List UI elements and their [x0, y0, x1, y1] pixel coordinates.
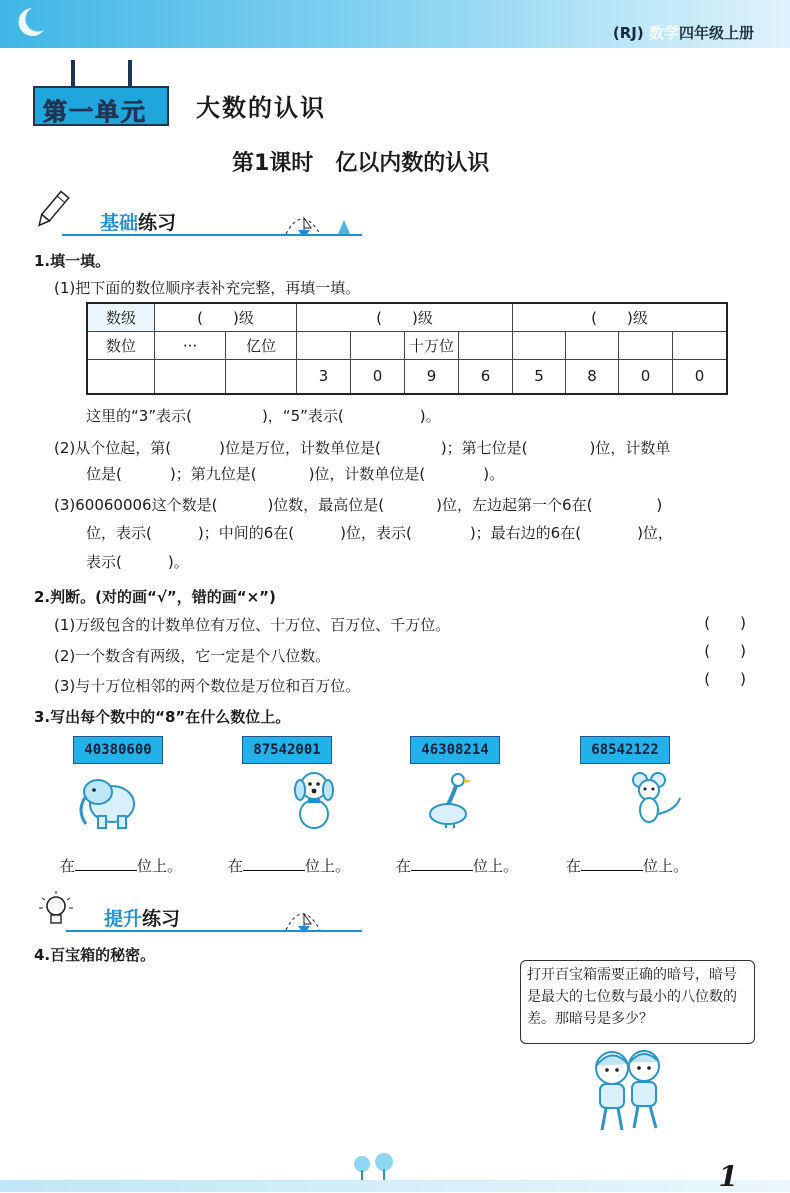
children-icon	[572, 1040, 682, 1138]
table-digit: 8	[566, 360, 619, 394]
advanced-practice-heading	[104, 904, 180, 931]
table-cell-blank	[226, 360, 297, 394]
text-segment: )位，计数单	[589, 439, 671, 457]
hanger-left	[71, 60, 75, 88]
text-segment: 位上。	[473, 857, 519, 875]
q2-title: 2.判断。(对的画“√”，错的画“×”)	[34, 588, 276, 606]
text-segment: )。	[419, 407, 441, 425]
table-cell-blank	[566, 332, 619, 360]
boat-icon	[280, 200, 360, 236]
elephant-icon	[72, 770, 144, 832]
q1-part3	[54, 494, 764, 515]
moon-icon	[10, 4, 50, 40]
text-segment: 在	[228, 857, 244, 875]
table-cell-blank	[155, 360, 226, 394]
text-segment: )，“5”表示(	[261, 407, 344, 425]
tree-icon	[350, 1152, 400, 1182]
table-cell-dots: ···	[155, 332, 226, 360]
table-group-3: ( )级	[513, 303, 728, 332]
q3-title: 3.写出每个数中的“8”在什么数位上。	[34, 708, 291, 726]
q1-title: 1.填一填。	[34, 252, 111, 270]
text-segment: 位，表示(	[86, 524, 152, 542]
q3-answer-4	[566, 855, 688, 876]
place-value-table	[86, 302, 728, 395]
table-digit: 3	[297, 360, 351, 394]
header-grade: 四年级上册	[678, 24, 754, 42]
text-segment: 表示(	[86, 553, 122, 571]
number-card: 68542122	[580, 736, 670, 764]
mouse-icon	[624, 770, 684, 828]
number-card: 46308214	[410, 736, 500, 764]
unit-label-box	[33, 86, 169, 126]
number-card: 87542001	[242, 736, 332, 764]
page-number: 1	[718, 1160, 738, 1193]
text-segment: 在	[566, 857, 582, 875]
q3-answer-1	[60, 855, 182, 876]
table-cell-blank	[297, 332, 351, 360]
text-segment: )位，左边起第一个6在(	[436, 496, 593, 514]
text-segment: 位上。	[643, 857, 689, 875]
q3-answer-3	[396, 855, 518, 876]
text-segment: 位是(	[86, 465, 122, 483]
text-segment: 在	[60, 857, 76, 875]
table-cell-blank	[351, 332, 405, 360]
text-segment: (2)从个位起，第(	[54, 439, 172, 457]
q1-part3-cont	[86, 522, 766, 543]
text-segment: 位上。	[305, 857, 351, 875]
number-card: 40380600	[73, 736, 163, 764]
q1-part2	[54, 437, 764, 458]
table-digit: 6	[459, 360, 513, 394]
header-bar	[0, 0, 790, 48]
book-header	[613, 22, 754, 43]
table-cell-blank	[673, 332, 728, 360]
text-segment: )。	[167, 553, 189, 571]
table-cell-blank	[87, 360, 155, 394]
text-segment: 这里的“3”表示(	[86, 407, 192, 425]
basic-heading-pre: 基础	[100, 212, 139, 234]
table-cell-blank	[513, 332, 566, 360]
dog-icon	[288, 768, 340, 832]
text-segment: )	[656, 496, 663, 514]
q2-answer-paren-1: ( )	[704, 614, 746, 632]
lightbulb-icon	[36, 890, 76, 930]
q2-item-3: (3)与十万位相邻的两个数位是万位和百万位。	[54, 677, 361, 695]
text-segment: (3)60060006这个数是(	[54, 496, 218, 514]
lesson-title: 第1课时 亿以内数的认识	[232, 151, 490, 176]
q4-title: 4.百宝箱的秘密。	[34, 946, 156, 964]
table-digit: 9	[405, 360, 459, 394]
text-segment: )；中间的6在(	[197, 524, 295, 542]
q1-part2-cont	[86, 463, 504, 484]
text-segment: )位数，最高位是(	[267, 496, 385, 514]
table-digit: 0	[673, 360, 728, 394]
q2-item-2: (2)一个数含有两级，它一定是个八位数。	[54, 647, 331, 665]
header-subject: 数学	[648, 24, 679, 42]
text-segment: )位，表示(	[340, 524, 412, 542]
table-header-position: 数位	[87, 332, 155, 360]
text-segment: )位是万位，计数单位是(	[219, 439, 381, 457]
text-segment: )位，	[637, 524, 673, 542]
table-cell-blank	[619, 332, 673, 360]
advanced-heading-post: 练习	[142, 908, 181, 930]
basic-heading-post: 练习	[138, 212, 177, 234]
table-group-1: ( )级	[155, 303, 297, 332]
text-segment: )。	[483, 465, 505, 483]
goose-icon	[424, 770, 480, 830]
table-header-level: 数级	[87, 303, 155, 332]
text-segment: )位，计数单位是(	[308, 465, 426, 483]
unit-label: 第一单元	[43, 98, 147, 126]
hanger-right	[128, 60, 132, 88]
text-segment: )；第九位是(	[169, 465, 257, 483]
table-digit: 5	[513, 360, 566, 394]
text-segment: 位上。	[137, 857, 183, 875]
table-cell-shiwan: 十万位	[405, 332, 459, 360]
speech-bubble: 打开百宝箱需要正确的暗号，暗号是最大的七位数与最小的八位数的差。那暗号是多少？	[520, 960, 755, 1044]
boat-icon	[280, 894, 360, 932]
header-prefix: (RJ)	[612, 24, 644, 42]
unit-title: 大数的认识	[196, 94, 326, 122]
table-group-2: ( )级	[297, 303, 513, 332]
text-segment: )；最右边的6在(	[469, 524, 582, 542]
q1-part3-end	[86, 551, 189, 572]
basic-practice-heading	[100, 208, 176, 235]
q2-answer-paren-2: ( )	[704, 642, 746, 660]
text-segment: )；第七位是(	[440, 439, 528, 457]
table-digit: 0	[619, 360, 673, 394]
advanced-heading-pre: 提升	[104, 908, 143, 930]
table-cell-blank	[459, 332, 513, 360]
table-cell-yi: 亿位	[226, 332, 297, 360]
table-digit: 0	[351, 360, 405, 394]
text-segment: 在	[396, 857, 412, 875]
q2-answer-paren-3: ( )	[704, 670, 746, 688]
pencil-icon	[30, 188, 74, 232]
q3-answer-2	[228, 855, 350, 876]
q1-part1-answer	[86, 405, 441, 426]
q1-part1-text: (1)把下面的数位顺序表补充完整，再填一填。	[54, 279, 361, 297]
q2-item-1: (1)万级包含的计数单位有万位、十万位、百万位、千万位。	[54, 616, 451, 634]
